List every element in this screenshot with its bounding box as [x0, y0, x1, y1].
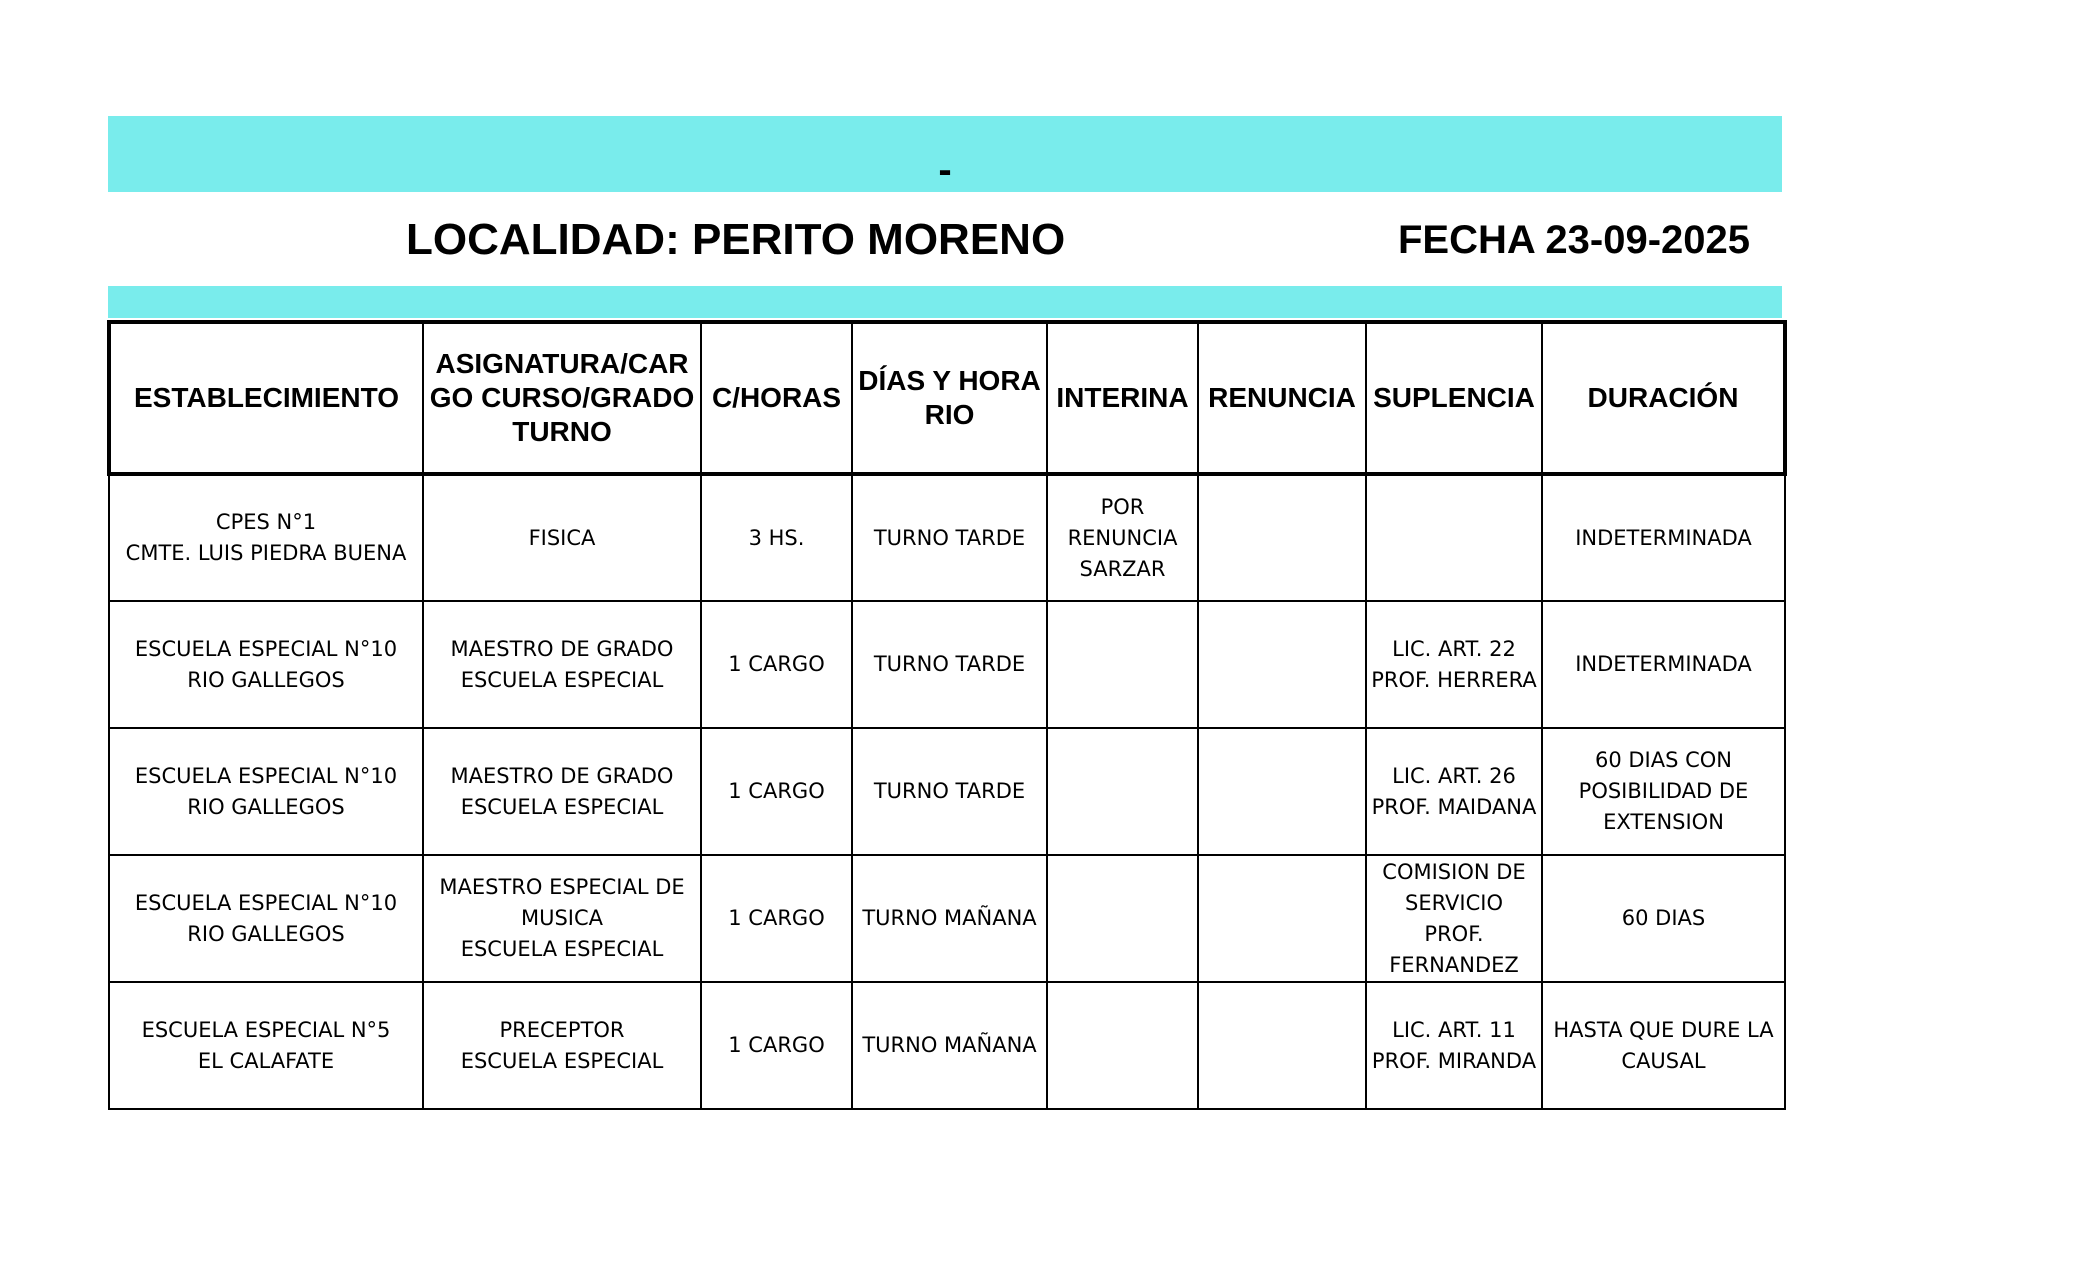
header-band-top [108, 116, 1782, 192]
table-row [109, 601, 1785, 728]
cell-horas: 1 CARGO [701, 982, 852, 1109]
column-header-horas: C/HORAS [701, 322, 852, 474]
column-header-duracion: DURACIÓN [1542, 322, 1785, 474]
fecha-date: FECHA 23-09-2025 [1398, 218, 1751, 262]
cell-interina [1047, 855, 1198, 982]
cell-horas: 1 CARGO [701, 728, 852, 855]
cell-asignatura: FISICA [423, 474, 701, 601]
vacancies-table [107, 320, 1787, 1110]
cell-suplencia: COMISION DE SERVICIO PROF. FERNANDEZ [1366, 855, 1542, 982]
cell-renuncia [1198, 982, 1366, 1109]
cell-interina [1047, 982, 1198, 1109]
cell-establecimiento: CPES N°1 CMTE. LUIS PIEDRA BUENA [109, 474, 423, 601]
cell-asignatura: MAESTRO DE GRADO ESCUELA ESPECIAL [423, 728, 701, 855]
title-row [108, 210, 1782, 270]
cell-asignatura: MAESTRO ESPECIAL DE MUSICA ESCUELA ESPECIAL [423, 855, 701, 982]
column-header-renuncia: RENUNCIA [1198, 322, 1366, 474]
table-row [109, 982, 1785, 1109]
cell-horas: 1 CARGO [701, 855, 852, 982]
cell-interina: POR RENUNCIA SARZAR [1047, 474, 1198, 601]
table-row [109, 728, 1785, 855]
cell-establecimiento: ESCUELA ESPECIAL N°10 RIO GALLEGOS [109, 601, 423, 728]
column-header-interina: INTERINA [1047, 322, 1198, 474]
cell-asignatura: PRECEPTOR ESCUELA ESPECIAL [423, 982, 701, 1109]
cell-dias-horario: TURNO TARDE [852, 728, 1047, 855]
cell-duracion: 60 DIAS CON POSIBILIDAD DE EXTENSION [1542, 728, 1785, 855]
column-header-asignatura: ASIGNATURA/CARGO CURSO/GRADO TURNO [423, 322, 701, 474]
cell-interina [1047, 601, 1198, 728]
cell-dias-horario: TURNO MAÑANA [852, 855, 1047, 982]
cell-renuncia [1198, 601, 1366, 728]
cell-horas: 1 CARGO [701, 601, 852, 728]
cell-suplencia: LIC. ART. 26 PROF. MAIDANA [1366, 728, 1542, 855]
cell-dias-horario: TURNO TARDE [852, 601, 1047, 728]
column-header-suplencia: SUPLENCIA [1366, 322, 1542, 474]
header-band-bottom [108, 286, 1782, 318]
header-band-dash: - [938, 148, 952, 192]
column-header-establecimiento: ESTABLECIMIENTO [109, 322, 423, 474]
cell-duracion: HASTA QUE DURE LA CAUSAL [1542, 982, 1785, 1109]
cell-dias-horario: TURNO MAÑANA [852, 982, 1047, 1109]
table-row [109, 474, 1785, 601]
cell-renuncia [1198, 855, 1366, 982]
cell-renuncia [1198, 474, 1366, 601]
cell-dias-horario: TURNO TARDE [852, 474, 1047, 601]
cell-duracion: INDETERMINADA [1542, 474, 1785, 601]
localidad-title: LOCALIDAD: PERITO MORENO [406, 215, 1066, 264]
column-header-dias-horario: DÍAS Y HORARIO [852, 322, 1047, 474]
cell-duracion: INDETERMINADA [1542, 601, 1785, 728]
table-header-row [109, 322, 1785, 474]
cell-suplencia: LIC. ART. 11 PROF. MIRANDA [1366, 982, 1542, 1109]
cell-horas: 3 HS. [701, 474, 852, 601]
table-row [109, 855, 1785, 982]
cell-establecimiento: ESCUELA ESPECIAL N°10 RIO GALLEGOS [109, 728, 423, 855]
cell-establecimiento: ESCUELA ESPECIAL N°5 EL CALAFATE [109, 982, 423, 1109]
cell-suplencia [1366, 474, 1542, 601]
cell-suplencia: LIC. ART. 22 PROF. HERRERA [1366, 601, 1542, 728]
cell-interina [1047, 728, 1198, 855]
cell-duracion: 60 DIAS [1542, 855, 1785, 982]
cell-renuncia [1198, 728, 1366, 855]
cell-asignatura: MAESTRO DE GRADO ESCUELA ESPECIAL [423, 601, 701, 728]
cell-establecimiento: ESCUELA ESPECIAL N°10 RIO GALLEGOS [109, 855, 423, 982]
